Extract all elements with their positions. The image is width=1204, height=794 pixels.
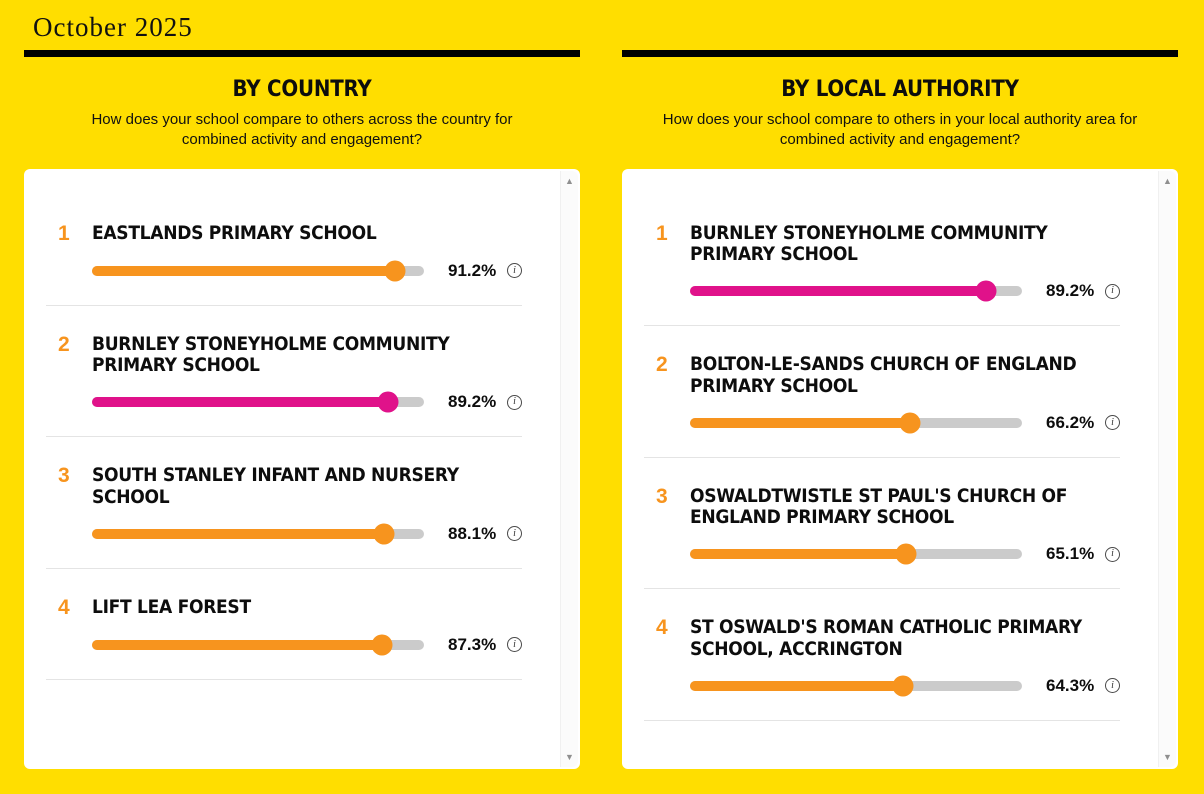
score-value: 87.3% (448, 634, 497, 654)
slider-fill (92, 640, 382, 650)
ranking-item (46, 195, 522, 306)
rank-number: 2 (58, 332, 70, 356)
rank-number: 3 (656, 484, 668, 508)
score-slider (690, 281, 1120, 301)
slider-track (690, 681, 1022, 691)
item-header (644, 486, 1120, 529)
slider-track (92, 266, 424, 276)
info-icon[interactable]: i (1105, 415, 1120, 430)
slider-track (690, 549, 1022, 559)
panel-by-local-authority (622, 50, 1178, 769)
slider-knob (384, 260, 405, 281)
heading-rule (622, 50, 1178, 57)
slider-track (690, 286, 1022, 296)
slider-fill (690, 549, 906, 559)
slider-fill (92, 266, 395, 276)
score-slider (690, 544, 1120, 564)
slider-knob (378, 392, 399, 413)
info-icon[interactable]: i (1105, 547, 1120, 562)
ranking-item (644, 195, 1120, 327)
slider-track (92, 397, 424, 407)
ranking-item (46, 569, 522, 680)
item-header (46, 465, 522, 508)
item-header (644, 223, 1120, 266)
ranking-list (46, 195, 522, 680)
rank-number: 1 (58, 221, 70, 245)
panel-by-country (24, 50, 580, 769)
slider-fill (92, 529, 384, 539)
school-name: EASTLANDS PRIMARY SCHOOL (92, 221, 377, 244)
slider-knob (893, 675, 914, 696)
score-slider (690, 413, 1120, 433)
panel-heading: BY LOCAL AUTHORITY (781, 77, 1019, 102)
info-icon[interactable]: i (507, 637, 522, 652)
scroll-down-icon[interactable]: ▼ (1163, 751, 1172, 762)
panel-heading: BY COUNTRY (232, 77, 372, 102)
scroll-down-icon[interactable]: ▼ (565, 751, 574, 762)
rank-number: 4 (656, 616, 668, 640)
score-value: 66.2% (1046, 412, 1095, 432)
slider-track (92, 640, 424, 650)
item-header (46, 334, 522, 377)
slider-fill (690, 681, 903, 691)
slider-knob (899, 412, 920, 433)
score-value: 89.2% (1046, 281, 1095, 301)
item-header (644, 354, 1120, 397)
item-header (46, 597, 522, 619)
ranking-item (46, 437, 522, 569)
ranking-item (644, 589, 1120, 721)
panel-subtitle: How does your school compare to others in your local authority area for combined activity and engagement? (662, 111, 1138, 149)
score-slider (92, 261, 522, 281)
leaderboard-card[interactable] (622, 169, 1178, 769)
ranking-item (644, 458, 1120, 590)
rank-number: 4 (58, 595, 70, 619)
slider-track (92, 529, 424, 539)
slider-fill (690, 286, 986, 296)
school-name: OSWALDTWISTLE ST PAUL'S CHURCH OF ENGLAND PRIMARY SCHOOL (690, 484, 1068, 529)
slider-fill (690, 418, 910, 428)
score-slider (690, 676, 1120, 696)
rank-number: 2 (656, 353, 668, 377)
panels-container (24, 50, 1178, 769)
score-slider (92, 392, 522, 412)
scrollbar[interactable] (1158, 171, 1176, 767)
slider-track (690, 418, 1022, 428)
school-name: BURNLEY STONEYHOLME COMMUNITY PRIMARY SCHOOL (690, 221, 1048, 266)
scrollbar[interactable] (560, 171, 578, 767)
score-value: 89.2% (448, 392, 497, 412)
info-icon[interactable]: i (1105, 678, 1120, 693)
slider-knob (976, 281, 997, 302)
slider-knob (896, 544, 917, 565)
school-name: BOLTON-LE-SANDS CHURCH OF ENGLAND PRIMARY SCHOOL (690, 353, 1077, 397)
scroll-up-icon[interactable]: ▲ (565, 175, 574, 186)
ranking-item (46, 306, 522, 438)
info-icon[interactable]: i (507, 263, 522, 278)
score-slider (92, 524, 522, 544)
info-icon[interactable]: i (507, 395, 522, 410)
score-value: 65.1% (1046, 544, 1095, 564)
heading-rule (24, 50, 580, 57)
score-value: 91.2% (448, 260, 497, 280)
rank-number: 1 (656, 221, 668, 245)
info-icon[interactable]: i (507, 526, 522, 541)
panel-subtitle: How does your school compare to others across the country for combined activity and engagement? (91, 111, 513, 149)
info-icon[interactable]: i (1105, 284, 1120, 299)
item-header (46, 223, 522, 245)
score-value: 88.1% (448, 523, 497, 543)
slider-fill (92, 397, 388, 407)
leaderboard-card[interactable] (24, 169, 580, 769)
item-header (644, 617, 1120, 660)
rank-number: 3 (58, 464, 70, 488)
school-name: SOUTH STANLEY INFANT AND NURSERY SCHOOL (92, 464, 459, 508)
school-name: ST OSWALD'S ROMAN CATHOLIC PRIMARY SCHOOL, ACCRINGTON (690, 616, 1082, 660)
page-title: October 2025 (33, 12, 193, 42)
ranking-item (644, 326, 1120, 458)
school-name: LIFT LEA FOREST (92, 595, 251, 618)
ranking-list (644, 195, 1120, 721)
slider-knob (374, 523, 395, 544)
score-slider (92, 635, 522, 655)
school-name: BURNLEY STONEYHOLME COMMUNITY PRIMARY SCHOOL (92, 332, 450, 377)
scroll-up-icon[interactable]: ▲ (1163, 175, 1172, 186)
slider-knob (371, 634, 392, 655)
score-value: 64.3% (1046, 675, 1095, 695)
